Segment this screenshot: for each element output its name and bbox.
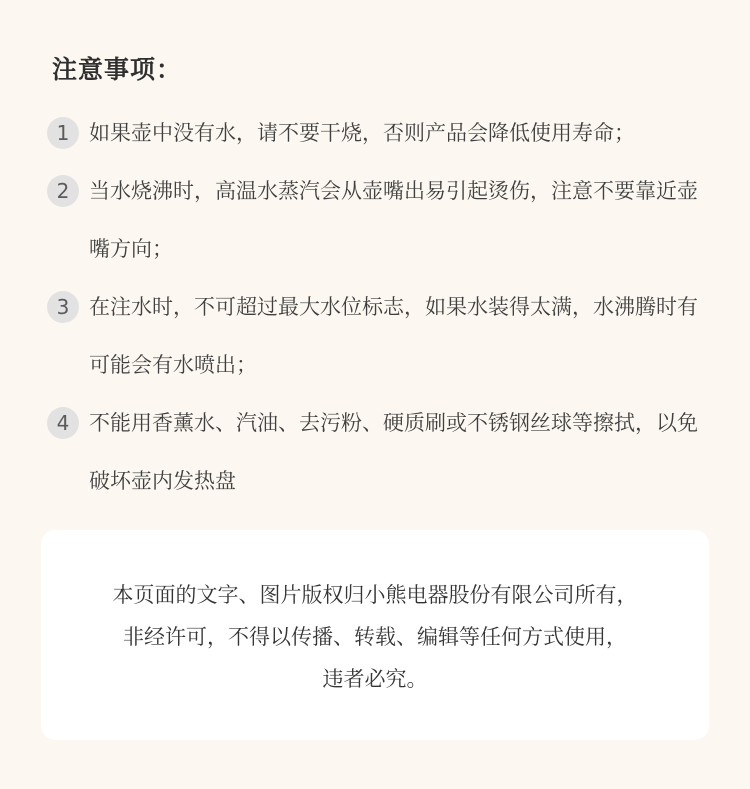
- note-item-1: [47, 104, 717, 162]
- copyright-notice-card: [41, 530, 709, 740]
- note-text: 不能用香薰水、汽油、去污粉、硬质刷或不锈钢丝球等擦拭，以免破坏壶内发热盘: [89, 411, 698, 493]
- copyright-line-2: 非经许可，不得以传播、转载、编辑等任何方式使用，: [123, 625, 627, 649]
- notes-list: [47, 104, 717, 510]
- note-number-badge: 4: [47, 407, 79, 439]
- note-text: 如果壶中没有水，请不要干烧，否则产品会降低使用寿命；: [89, 121, 635, 145]
- copyright-line-1: 本页面的文字、图片版权归小熊电器股份有限公司所有，: [112, 583, 638, 607]
- note-number-badge: 3: [47, 291, 79, 323]
- note-item-3: [47, 278, 717, 394]
- note-text: 当水烧沸时，高温水蒸汽会从壶嘴出易引起烫伤，注意不要靠近壶嘴方向；: [89, 179, 698, 261]
- note-item-2: [47, 162, 717, 278]
- note-text: 在注水时，不可超过最大水位标志，如果水装得太满，水沸腾时有可能会有水喷出；: [89, 295, 698, 377]
- copyright-notice-text: [63, 574, 687, 700]
- note-number-badge: 1: [47, 117, 79, 149]
- page-title: 注意事项：: [52, 55, 183, 84]
- note-number-badge: 2: [47, 175, 79, 207]
- copyright-line-3: 违者必究。: [322, 667, 428, 691]
- note-item-4: [47, 394, 717, 510]
